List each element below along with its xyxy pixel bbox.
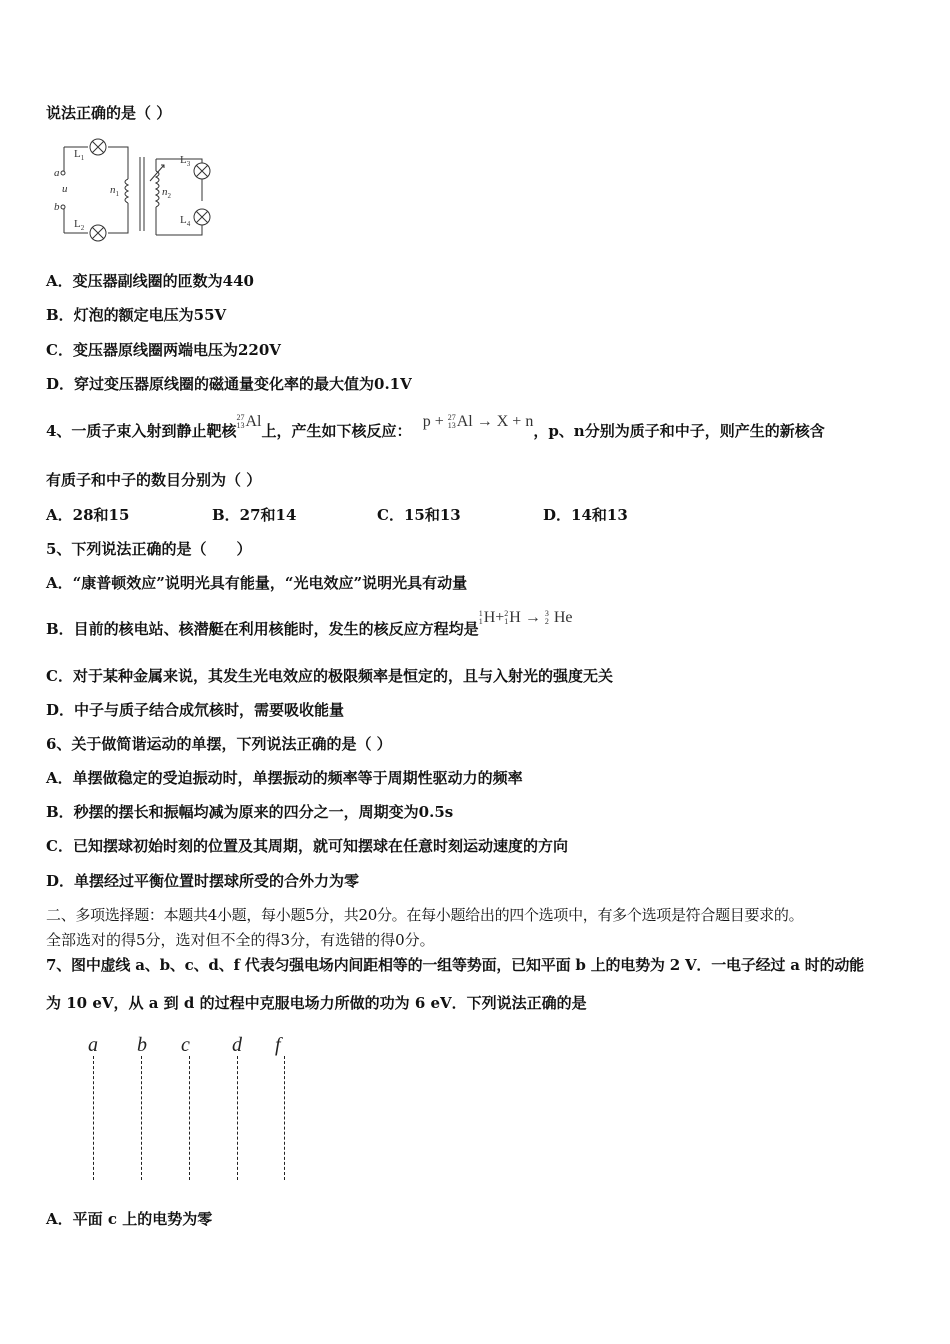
label-a: a [54, 167, 60, 179]
q3-option-d: D．穿过变压器原线圈的磁通量变化率的最大值为0.1V [46, 375, 412, 393]
equipotential-line-f [284, 1056, 285, 1180]
q3-option-c: C．变压器原线圈两端电压为220V [46, 341, 281, 359]
q4-stem-line2: 有质子和中子的数目分别为（ ） [46, 471, 262, 489]
terminal-b [61, 205, 65, 209]
equipotential-line-b [141, 1056, 142, 1180]
q6-option-a: A．单摆做稳定的受迫振动时，单摆振动的频率等于周期性驱动力的频率 [46, 769, 523, 787]
q4-option-d: D．14和13 [543, 506, 628, 524]
label-l3: $L_3$ [180, 154, 191, 168]
label-u: u [62, 183, 68, 195]
q6-option-b: B．秒摆的摆长和振幅均减为原来的四分之一，周期变为0.5s [46, 803, 454, 821]
lamp-l3-icon [194, 163, 210, 179]
q6-stem: 6、关于做简谐运动的单摆，下列说法正确的是（ ） [46, 735, 392, 753]
section2-instructions-line2: 全部选对的得5分，选对但不全的得3分，有选错的得0分。 [46, 931, 435, 949]
plane-label-c: c [181, 1034, 190, 1056]
q4-option-a: A．28和15 [46, 506, 130, 524]
q5-option-d: D．中子与质子结合成氘核时，需要吸收能量 [46, 701, 345, 719]
al-nucleus-symbol: 27 13 Al [236, 413, 262, 431]
equipotential-line-d [237, 1056, 238, 1180]
transformer-circuit-diagram [52, 135, 232, 245]
q7-option-a: A．平面 c 上的电势为零 [46, 1210, 213, 1228]
lamp-l4-icon [194, 209, 210, 225]
plane-label-a: a [88, 1034, 98, 1056]
equipotential-line-a [93, 1056, 94, 1180]
label-l2: $L_2$ [74, 218, 85, 232]
q4-option-b: B．27和14 [212, 506, 297, 524]
q6-option-d: D．单摆经过平衡位置时摆球所受的合外力为零 [46, 872, 360, 890]
q5-option-b: B．目前的核电站、核潜艇在利用核能时，发生的核反应方程均是 1 1 H+ 2 1 H → 3 2 He [46, 609, 573, 638]
q5-stem: 5、下列说法正确的是（ ） [46, 540, 252, 558]
label-l1: $L_1$ [74, 148, 85, 162]
q4-option-c: C．15和13 [377, 506, 461, 524]
label-l4: $L_4$ [180, 214, 191, 228]
fusion-equation: 1 1 H+ 2 1 H → 3 2 He [478, 609, 573, 627]
plane-label-d: d [232, 1034, 242, 1056]
q4-reaction-equation: p + 27 13 Al → X + n [422, 413, 534, 431]
q5-option-c: C．对于某种金属来说，其发生光电效应的极限频率是恒定的，且与入射光的强度无关 [46, 667, 613, 685]
q3-option-a: A．变压器副线圈的匝数为440 [46, 272, 254, 290]
lamp-l2-icon [90, 225, 106, 241]
plane-label-b: b [137, 1034, 147, 1056]
q7-stem-line1: 7、图中虚线 a、b、c、d、f 代表匀强电场内间距相等的一组等势面，已知平面 b 上的电势为 2 V．一电子经过 a 时的动能 [46, 956, 864, 974]
q5-option-a: A．“康普顿效应”说明光具有能量，“光电效应”说明光具有动量 [46, 574, 468, 592]
q7-stem-line2: 为 10 eV，从 a 到 d 的过程中克服电场力所做的功为 6 eV．下列说法正确的是 [46, 994, 587, 1012]
terminal-a [61, 171, 65, 175]
secondary-coil [156, 171, 159, 207]
label-n2: $n_2$ [162, 186, 171, 200]
label-b: b [54, 201, 60, 213]
lamp-l1-icon [90, 139, 106, 155]
q3-option-b: B．灯泡的额定电压为55V [46, 306, 227, 324]
label-n1: $n_1$ [110, 184, 119, 198]
q3-stem-tail: 说法正确的是（ ） [46, 104, 172, 122]
plane-label-f: f [275, 1034, 281, 1056]
equipotential-line-c [189, 1056, 190, 1180]
q4-stem-line1: 4、一质子束入射到静止靶核 27 13 Al上，产生如下核反应： p + 27 13 Al → X + n，p、n分别为质子和中子，则产生的新核含 [46, 413, 825, 440]
section2-instructions-line1: 二、多项选择题：本题共4小题，每小题5分，共20分。在每小题给出的四个选项中，有多个选项是符合题目要求的。 [46, 906, 804, 924]
primary-coil [125, 179, 128, 203]
q6-option-c: C．已知摆球初始时刻的位置及其周期，就可知摆球在任意时刻运动速度的方向 [46, 837, 568, 855]
